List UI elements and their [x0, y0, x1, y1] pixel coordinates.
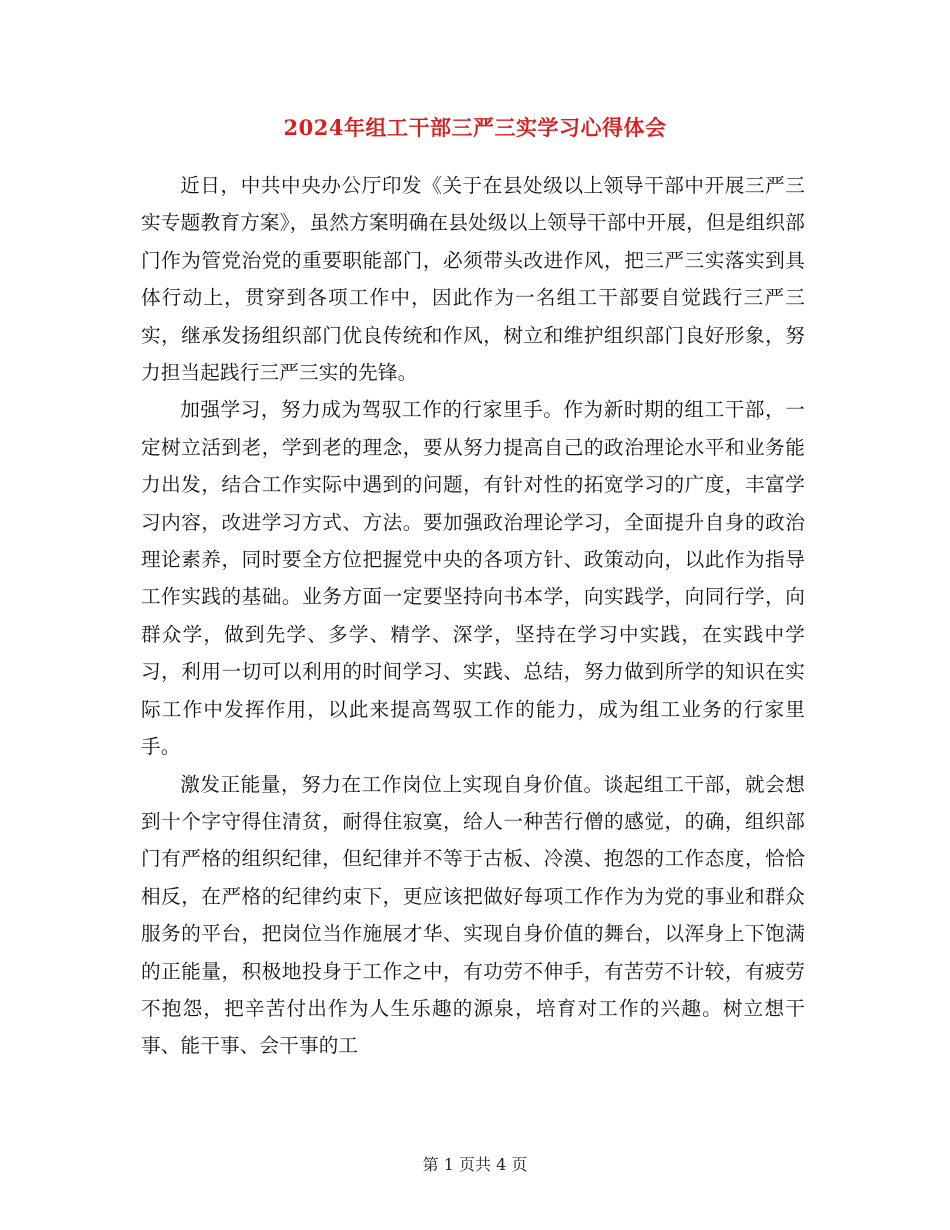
paragraph-2: 加强学习，努力成为驾驭工作的行家里手。作为新时期的组工干部，一定树立活到老，学到老的理念，要从努力提高自己的政治理论水平和业务能力出发，结合工作实际中遇到的问题，有针对性的拓宽学习的广度，丰富学习内容，改进学习方式、方法。要加强政治理论学习，全面提升自身的政治理论素养，同时要全方位把握党中央的各项方针、政策动向，以此作为指导工作实践的基础。业务方面一定要坚持向书本学，向实践学，向同行学，向群众学，做到先学、多学、精学、深学，坚持在学习中实践，在实践中学习，利用一切可以利用的时间学习、实践、总结，努力做到所学的知识在实际工作中发挥作用，以此来提高驾驭工作的能力，成为组工业务的行家里手。 [141, 398, 805, 759]
document-body [141, 167, 805, 1065]
paragraph-1: 近日，中共中央办公厅印发《关于在县处级以上领导干部中开展三严三实专题教育方案》，虽然方案明确在县处级以上领导干部中开展，但是组织部门作为管党治党的重要职能部门，必须带头改进作风，把三严三实落实到具体行动上，贯穿到各项工作中，因此作为一名组工干部要自觉践行三严三实，继承发扬组织部门优良传统和作风，树立和维护组织部门良好形象，努力担当起践行三严三实的先锋。 [141, 174, 805, 385]
paragraph-3: 激发正能量，努力在工作岗位上实现自身价值。谈起组工干部，就会想到十个字守得住清贫，耐得住寂寞，给人一种苦行僧的感觉，的确，组织部门有严格的组织纪律，但纪律并不等于古板、冷漠、抱怨的工作态度，恰恰相反，在严格的纪律约束下，更应该把做好每项工作作为为党的事业和群众服务的平台，把岗位当作施展才华、实现自身价值的舞台，以浑身上下饱满的正能量，积极地投身于工作之中，有功劳不伸手，有苦劳不计较，有疲劳不抱怨，把辛苦付出作为人生乐趣的源泉，培育对工作的兴趣。树立想干事、能干事、会干事的工 [141, 772, 805, 1058]
page-footer: 第 1 页共 4 页 [422, 1155, 528, 1174]
document-title: 2024年组工干部三严三实学习心得体会 [283, 115, 667, 140]
